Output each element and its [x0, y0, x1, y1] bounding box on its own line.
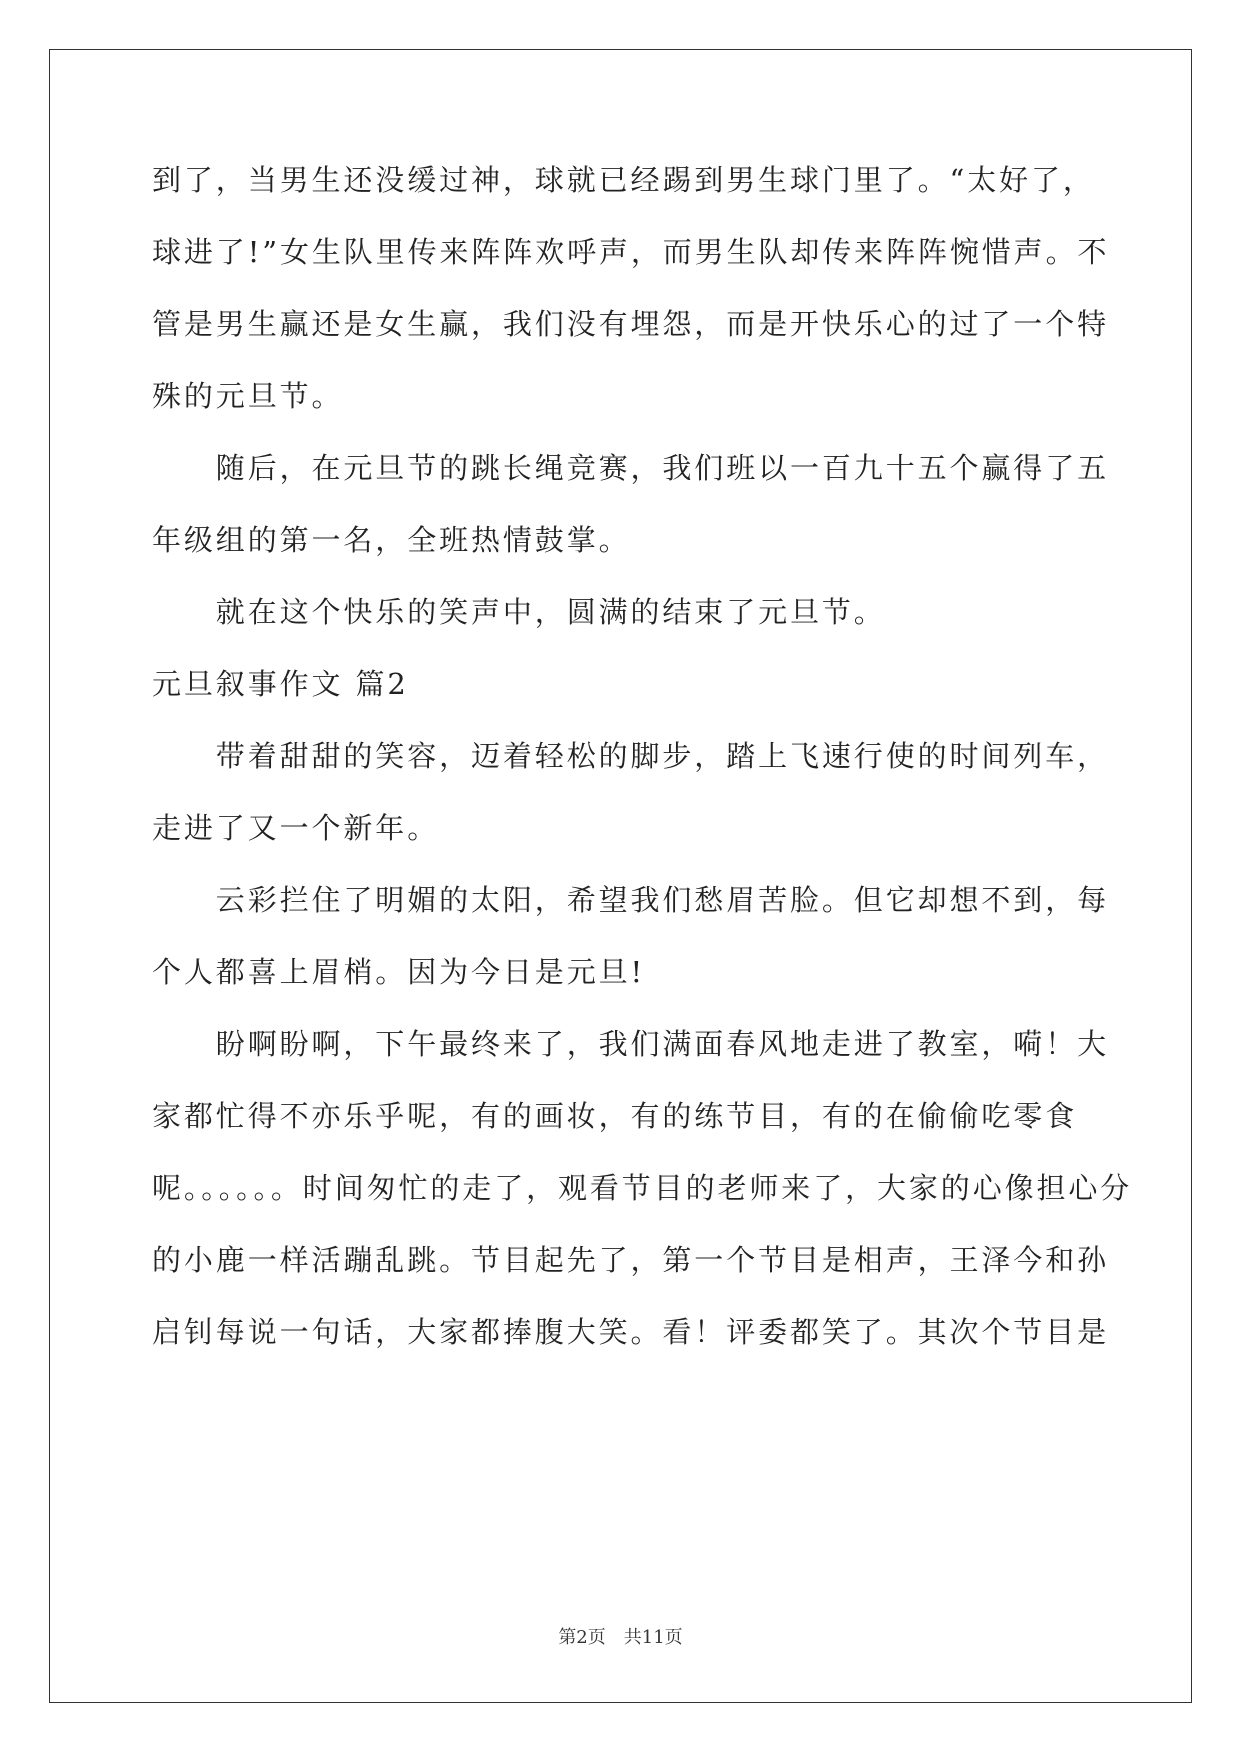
text-line: 管是男生赢还是女生赢，我们没有埋怨，而是开快乐心的过了一个特	[152, 307, 1110, 341]
text-line: 的小鹿一样活蹦乱跳。节目起先了，第一个节目是相声，王泽今和孙	[152, 1243, 1110, 1277]
text-line: 云彩拦住了明媚的太阳，希望我们愁眉苦脸。但它却想不到，每	[152, 883, 1110, 917]
text-line: 殊的元旦节。	[152, 379, 344, 413]
text-line: 带着甜甜的笑容，迈着轻松的脚步，踏上飞速行使的时间列车，	[152, 739, 1110, 773]
text-line: 个人都喜上眉梢。因为今日是元旦!	[152, 955, 646, 989]
text-line: 年级组的第一名，全班热情鼓掌。	[152, 523, 631, 557]
section-heading: 元旦叙事作文 篇2	[152, 667, 409, 701]
text-line: 球进了!”女生队里传来阵阵欢呼声，而男生队却传来阵阵惋惜声。不	[152, 235, 1110, 269]
text-line: 到了，当男生还没缓过神，球就已经踢到男生球门里了。“太好了，	[152, 163, 1095, 197]
page-border	[49, 49, 1192, 1703]
text-line: 随后，在元旦节的跳长绳竞赛，我们班以一百九十五个赢得了五	[152, 451, 1110, 485]
text-line: 呢。。。。。。时间匆忙的走了，观看节目的老师来了，大家的心像担心分	[152, 1171, 1133, 1205]
text-line: 启钊每说一句话，大家都捧腹大笑。看！评委都笑了。其次个节目是	[152, 1315, 1110, 1349]
text-line: 走进了又一个新年。	[152, 811, 440, 845]
text-line: 家都忙得不亦乐乎呢，有的画妆，有的练节目，有的在偷偷吃零食	[152, 1099, 1078, 1133]
text-line: 就在这个快乐的笑声中，圆满的结束了元旦节。	[152, 595, 886, 629]
page-footer	[0, 1626, 1241, 1650]
text-line: 盼啊盼啊，下午最终来了，我们满面春风地走进了教室，嗬！大	[152, 1027, 1110, 1061]
page-number-label: 第2页 共11页	[558, 1627, 683, 1648]
